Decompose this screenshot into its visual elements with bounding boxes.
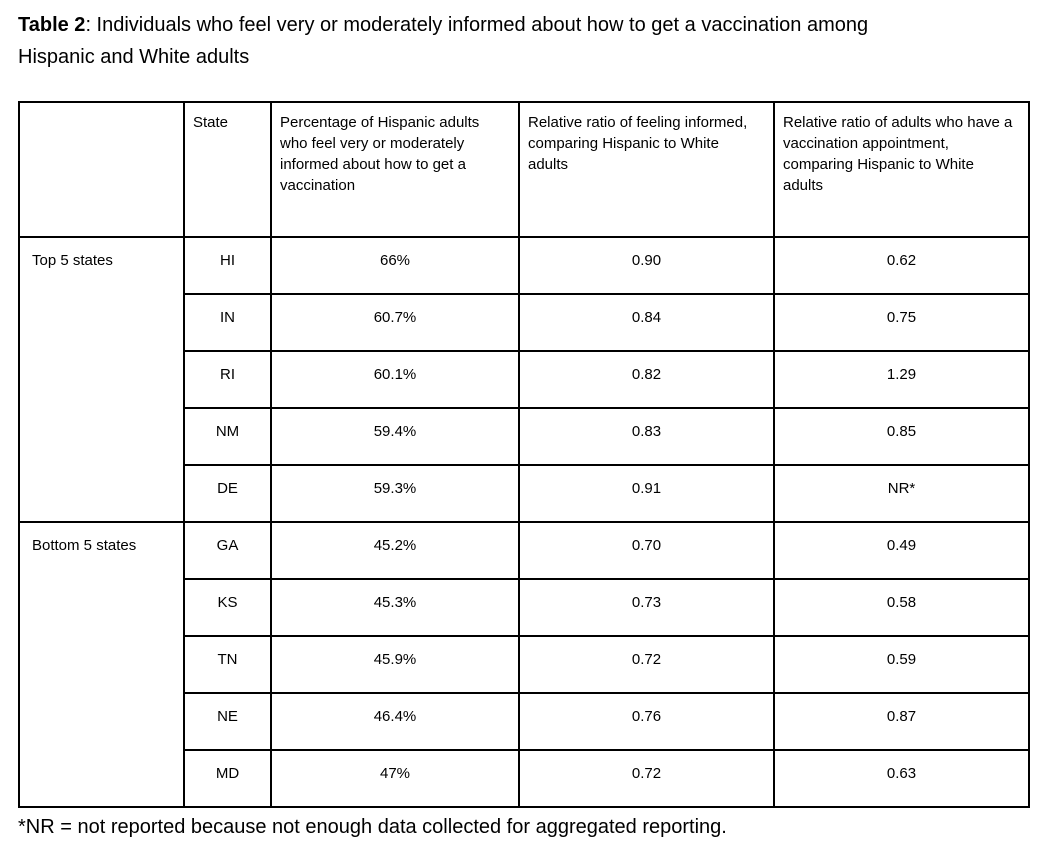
table-title-text: : Individuals who feel very or moderately informed about how to get a vaccination among Hispanic and White adults (18, 14, 869, 68)
ratio-appointment-cell: 0.58 (774, 579, 1029, 636)
ratio-informed-cell: 0.72 (519, 750, 774, 807)
ratio-informed-cell: 0.72 (519, 636, 774, 693)
ratio-informed-cell: 0.83 (519, 408, 774, 465)
header-cell-state: State (184, 102, 271, 237)
header-row (19, 102, 1029, 237)
table-row (19, 237, 1029, 294)
header-cell-ratio-appointment: Relative ratio of adults who have a vaccination appointment, comparing Hispanic to White adults (774, 102, 1029, 237)
header-cell-empty (19, 102, 184, 237)
percentage-cell: 60.1% (271, 351, 519, 408)
state-cell: GA (184, 522, 271, 579)
ratio-informed-cell: 0.90 (519, 237, 774, 294)
percentage-cell: 45.9% (271, 636, 519, 693)
table-title-label: Table 2 (18, 14, 86, 36)
ratio-appointment-cell: 0.62 (774, 237, 1029, 294)
state-cell: IN (184, 294, 271, 351)
state-cell: TN (184, 636, 271, 693)
data-table (18, 101, 1030, 808)
table-row (19, 522, 1029, 579)
ratio-appointment-cell: NR* (774, 465, 1029, 522)
table-title (18, 9, 948, 73)
state-cell: HI (184, 237, 271, 294)
header-cell-ratio-informed: Relative ratio of feeling informed, comparing Hispanic to White adults (519, 102, 774, 237)
percentage-cell: 47% (271, 750, 519, 807)
percentage-cell: 45.3% (271, 579, 519, 636)
percentage-cell: 59.3% (271, 465, 519, 522)
ratio-informed-cell: 0.91 (519, 465, 774, 522)
percentage-cell: 46.4% (271, 693, 519, 750)
percentage-cell: 66% (271, 237, 519, 294)
ratio-appointment-cell: 0.87 (774, 693, 1029, 750)
ratio-appointment-cell: 1.29 (774, 351, 1029, 408)
state-cell: RI (184, 351, 271, 408)
ratio-appointment-cell: 0.63 (774, 750, 1029, 807)
ratio-appointment-cell: 0.59 (774, 636, 1029, 693)
state-cell: NE (184, 693, 271, 750)
ratio-appointment-cell: 0.75 (774, 294, 1029, 351)
ratio-informed-cell: 0.73 (519, 579, 774, 636)
ratio-appointment-cell: 0.49 (774, 522, 1029, 579)
state-cell: DE (184, 465, 271, 522)
row-group-top-5-label: Top 5 states (19, 237, 184, 522)
ratio-appointment-cell: 0.85 (774, 408, 1029, 465)
header-cell-percentage-informed: Percentage of Hispanic adults who feel very or moderately informed about how to get a vaccination (271, 102, 519, 237)
ratio-informed-cell: 0.76 (519, 693, 774, 750)
footnote: *NR = not reported because not enough data collected for aggregated reporting. (18, 816, 727, 838)
percentage-cell: 60.7% (271, 294, 519, 351)
row-group-bottom-5-label: Bottom 5 states (19, 522, 184, 807)
percentage-cell: 45.2% (271, 522, 519, 579)
ratio-informed-cell: 0.70 (519, 522, 774, 579)
table-body (19, 237, 1029, 807)
table-header (19, 102, 1029, 237)
ratio-informed-cell: 0.84 (519, 294, 774, 351)
state-cell: NM (184, 408, 271, 465)
state-cell: KS (184, 579, 271, 636)
percentage-cell: 59.4% (271, 408, 519, 465)
ratio-informed-cell: 0.82 (519, 351, 774, 408)
state-cell: MD (184, 750, 271, 807)
